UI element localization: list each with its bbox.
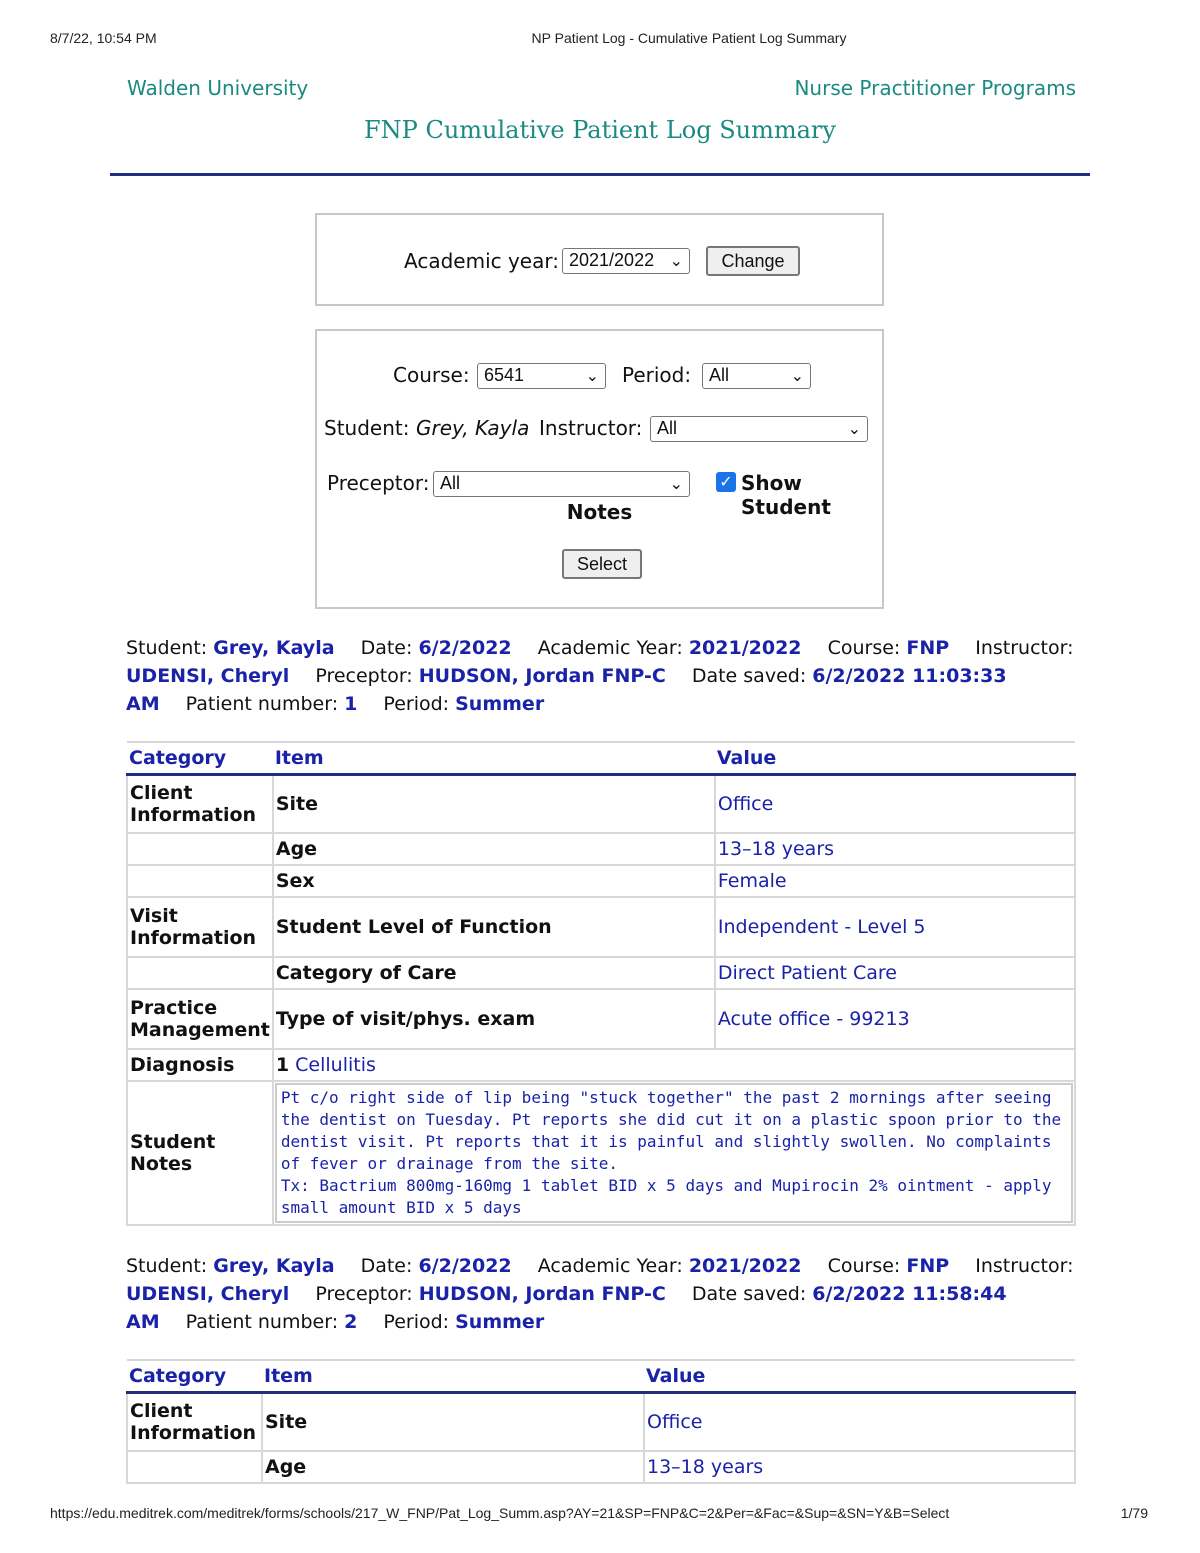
table-row: Client Information Site Office (127, 1392, 1075, 1451)
preceptor-label: Preceptor: (327, 471, 430, 495)
table-row: Sex Female (127, 865, 1075, 897)
student-name: Grey, Kayla (416, 416, 530, 440)
select-button[interactable]: Select (562, 549, 642, 579)
entry-2-meta: Student: Grey, Kayla Date: 6/2/2022 Academic Year: 2021/2022 Course: FNP Instructor: UDENSI, Cheryl Preceptor: HUDSON, Jordan FNP-C Date saved: 6/2/2022 11:58:44 AM Patient number: 2 Period: Summer (126, 1255, 1074, 1333)
instructor-label: Instructor: (539, 416, 643, 440)
student-label: Student: (324, 416, 410, 440)
table-row: Age 13–18 years (127, 833, 1075, 865)
university-name: Walden University (127, 76, 309, 100)
table-row: Practice Management Type of visit/phys. exam Acute office - 99213 (127, 989, 1075, 1049)
print-url: https://edu.meditrek.com/meditrek/forms/schools/217_W_FNP/Pat_Log_Summ.asp?AY=21&SP=FNP&C=2&Per=&Fac=&Sup=&SN=Y&B=Select (50, 1505, 950, 1521)
header-divider (110, 173, 1090, 176)
entry-2-table (126, 1359, 1076, 1484)
period-label: Period: (622, 363, 692, 387)
chevron-down-icon: ⌄ (847, 421, 861, 438)
academic-year-select[interactable]: 2021/2022 ⌄ (562, 248, 690, 274)
table-row: Age 13–18 years (127, 1451, 1075, 1483)
program-name: Nurse Practitioner Programs (794, 76, 1076, 100)
page-title: FNP Cumulative Patient Log Summary (364, 116, 836, 144)
preceptor-select[interactable]: All ⌄ (433, 471, 690, 497)
item-header: Item (262, 1360, 644, 1392)
entry-1-meta: Student: Grey, Kayla Date: 6/2/2022 Academic Year: 2021/2022 Course: FNP Instructor: UDENSI, Cheryl Preceptor: HUDSON, Jordan FNP-C Date saved: 6/2/2022 11:03:33 AM Patient number: 1 Period: Summer (126, 637, 1074, 715)
academic-year-filter (315, 213, 884, 306)
show-notes-label: Show Student (741, 471, 831, 519)
table-row: Client Information Site Office (127, 774, 1075, 833)
table-row: Student Notes Pt c/o right side of lip being "stuck together" the past 2 mornings after seeing the dentist on Tuesday. Pt reports she did cut it on a plastic spoon prior to the dentist visit. Pt reports that it is painful and slightly swollen. No complaints of fever or drainage from the site. Tx: Bactrium 800mg-160mg 1 tablet BID x 5 days and Mupirocin 2% ointment - apply small amount BID x 5 days (127, 1081, 1075, 1225)
entry-1-table (126, 741, 1076, 1226)
print-page-title: NP Patient Log - Cumulative Patient Log Summary (531, 30, 847, 46)
academic-year-label: Academic year: (404, 249, 559, 273)
print-datetime: 8/7/22, 10:54 PM (50, 30, 157, 46)
chevron-down-icon: ⌄ (669, 476, 683, 493)
chevron-down-icon: ⌄ (669, 253, 683, 270)
student-notes: Pt c/o right side of lip being "stuck together" the past 2 mornings after seeing the dentist on Tuesday. Pt reports she did cut it on a plastic spoon prior to the dentist visit. Pt reports that it is painful and slightly swollen. No complaints of fever or drainage from the site. Tx: Bactrium 800mg-160mg 1 tablet BID x 5 days and Mupirocin 2% ointment - apply small amount BID x 5 days (275, 1083, 1073, 1223)
item-header: Item (273, 742, 715, 774)
chevron-down-icon: ⌄ (585, 368, 599, 385)
instructor-select[interactable]: All ⌄ (650, 416, 868, 442)
table-row: Category of Care Direct Patient Care (127, 957, 1075, 989)
print-page-number: 1/79 (1120, 1505, 1148, 1521)
category-header: Category (127, 1360, 262, 1392)
table-row: Visit Information Student Level of Function Independent - Level 5 (127, 897, 1075, 957)
table-row: Diagnosis 1 Cellulitis (127, 1049, 1075, 1081)
chevron-down-icon: ⌄ (790, 368, 804, 385)
show-notes-checkbox[interactable]: ✓ (716, 472, 736, 492)
change-button[interactable]: Change (706, 246, 800, 276)
value-header: Value (644, 1360, 1075, 1392)
value-header: Value (715, 742, 1075, 774)
course-label: Course: (393, 363, 470, 387)
log-filters (315, 329, 884, 609)
period-select[interactable]: All ⌄ (702, 363, 811, 389)
show-notes-label-2: Notes (566, 500, 633, 524)
category-header: Category (127, 742, 273, 774)
course-select[interactable]: 6541 ⌄ (477, 363, 606, 389)
